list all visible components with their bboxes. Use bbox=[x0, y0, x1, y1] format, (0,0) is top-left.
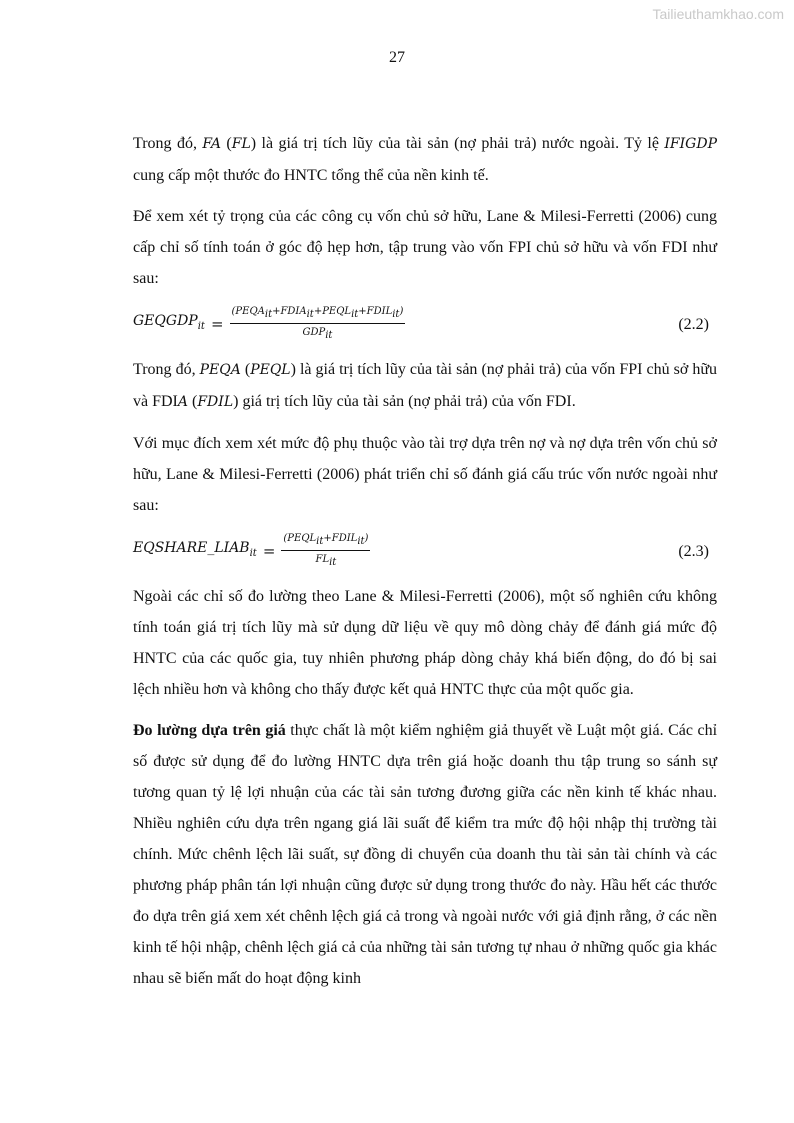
equals-sign: = bbox=[262, 541, 276, 560]
paragraph-6: Đo lường dựa trên giá thực chất là một kiểm nghiệm giả thuyết về Luật một giá. Các chỉ số được sử dụng để đo lường HNTC dựa trên giá hoặc doanh thu tập trung so sánh sự tương quan tỷ lệ lợi nhuận của các tài sản tương đương giữa các nền kinh tế khác nhau. Nhiều nghiên cứu dựa trên ngang giá lãi suất để kiểm tra mức độ hội nhập thị trường tài chính. Mức chênh lệch lãi suất, sự đồng di chuyển của doanh thu tài sản tài chính và các phương pháp phân tán lợi nhuận cũng được sử dụng trong thước đo này. Hầu hết các thước đo dựa trên giá xem xét chênh lệch giá cả trong và ngoài nước với giả định rằng, ở các nền kinh tế hội nhập, chênh lệch giá cả của những tài sản tương tự nhau ở những quốc gia khác nhau sẽ biến mất do hoạt động kinh bbox=[133, 722, 718, 987]
text: cung cấp một thước đo HNTC tổng thể của nền kinh tế. bbox=[133, 167, 489, 184]
math-peqa: PEQA bbox=[199, 362, 241, 378]
watermark: Tailieuthamkhao.com bbox=[652, 6, 784, 22]
equation-2-2 bbox=[133, 304, 717, 344]
paragraph-4: Với mục đích xem xét mức độ phụ thuộc vào tài trợ dựa trên nợ và nợ dựa trên vốn chủ sở hữu, Lane & Milesi-Ferretti (2006) phát triển chỉ số đánh giá cấu trúc vốn nước ngoài như sau: bbox=[133, 435, 717, 514]
equals-sign: = bbox=[210, 314, 224, 333]
numerator: $(PEQA_{it}+FDIA_{it}+PEQL_{it}+FDIL_{it})$ bbox=[230, 306, 406, 324]
numerator: $(PEQL_{it}+FDIL_{it})$ bbox=[281, 533, 370, 551]
fraction bbox=[281, 533, 370, 569]
paragraph-3: Trong đó, PEQA (PEQL) là giá trị tích lũy của tài sản (nợ phải trả) của vốn FPI chủ sở hữu và FDIA (FDIL) giá trị tích lũy của tài sản (nợ phải trả) của vốn FDI. bbox=[133, 361, 717, 410]
math-fa: FA bbox=[202, 136, 221, 152]
paragraph-1 bbox=[133, 128, 717, 191]
paragraph-2: Để xem xét tỷ trọng của các công cụ vốn chủ sở hữu, Lane & Milesi-Ferretti (2006) cung cấp chỉ số tính toán ở góc độ hẹp hơn, tập trung vào vốn FPI chủ sở hữu và vốn FDI như sau: bbox=[133, 208, 717, 287]
fraction bbox=[230, 306, 406, 342]
math-a: A bbox=[177, 394, 189, 410]
document-body bbox=[133, 128, 717, 1004]
math-fdil: FDIL bbox=[197, 394, 234, 410]
math-peql: PEQL bbox=[250, 362, 291, 378]
equation-body bbox=[133, 533, 370, 569]
denominator: $FL_{it}$ bbox=[315, 554, 337, 568]
page-number: 27 bbox=[389, 49, 405, 66]
equation-2-3 bbox=[133, 531, 717, 571]
equation-number: (2.2) bbox=[678, 315, 709, 333]
math-ifigdp: IFIGDP bbox=[664, 136, 717, 152]
equation-lhs: $GEQGDP_{it}$ bbox=[133, 313, 205, 332]
paragraph-5: Ngoài các chỉ số đo lường theo Lane & Milesi-Ferretti (2006), một số nghiên cứu không tính toán giá trị tích lũy mà sử dụng dữ liệu về quy mô dòng chảy để đánh giá mức độ HNTC của các quốc gia, tuy nhiên phương pháp dòng chảy khá biến động, do đó bị sai lệch nhiều hơn và không cho thấy được kết quả HNTC thực của một quốc gia. bbox=[133, 588, 717, 698]
text: ) là giá trị tích lũy của tài sản (nợ phải trả) nước ngoài. Tỷ lệ bbox=[250, 135, 665, 152]
denominator: $GDP_{it}$ bbox=[302, 327, 333, 341]
equation-lhs: $EQSHARE\_LIAB_{it}$ bbox=[133, 540, 257, 559]
text: ( bbox=[220, 135, 232, 152]
equation-number: (2.3) bbox=[678, 542, 709, 560]
math-fl: FL bbox=[231, 136, 251, 152]
equation-body bbox=[133, 306, 405, 342]
bold-lead: Đo lường dựa trên giá bbox=[133, 722, 286, 739]
text: Trong đó, bbox=[133, 135, 203, 152]
